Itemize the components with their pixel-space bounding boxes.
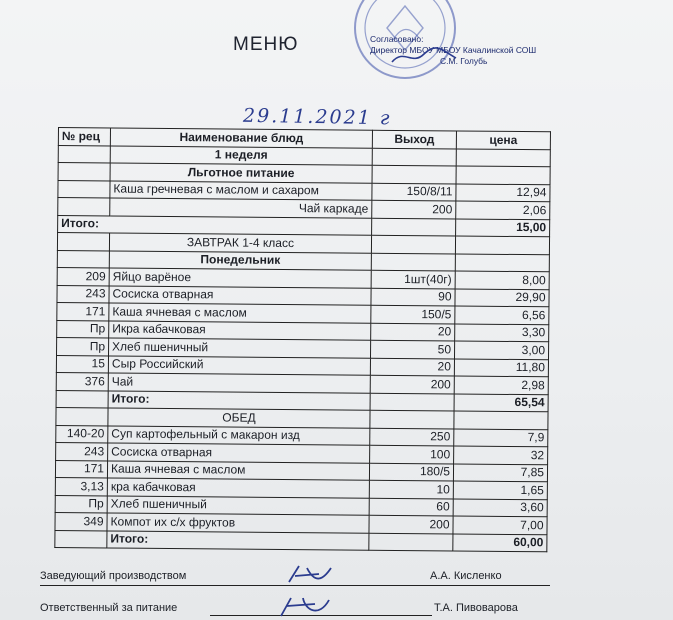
cell-rec <box>58 198 110 216</box>
cell-price: 3,60 <box>453 498 547 516</box>
cell-name: 1 неделя <box>110 145 372 165</box>
cell-rec: 171 <box>57 302 109 320</box>
cell-name: кра кабачковая <box>107 478 369 498</box>
cell-rec: 3,13 <box>55 477 107 495</box>
director-signature <box>390 44 460 68</box>
cell-name: Понедельник <box>109 250 371 270</box>
cell-empty <box>455 253 549 271</box>
cell-name: Сыр Российский <box>108 355 370 375</box>
cell-name: Хлеб пшеничный <box>109 338 371 358</box>
cell-price: 7,85 <box>453 463 547 481</box>
cell-price: 8,00 <box>455 271 549 289</box>
cell-rec: 243 <box>57 285 109 303</box>
cell-rec: 140-20 <box>56 425 108 443</box>
cell-rec: 243 <box>56 442 108 460</box>
cell-name: Итого: <box>108 390 370 410</box>
cell-rec <box>58 180 110 198</box>
cell-price: 7,9 <box>454 428 548 446</box>
menu-table <box>54 127 551 552</box>
cell-out: 1шт(40г) <box>371 270 455 288</box>
cell-price: 29,90 <box>455 288 549 306</box>
cell-empty <box>372 165 456 183</box>
cell-price: 60,00 <box>453 533 547 551</box>
cell-rec: 171 <box>55 460 107 478</box>
cell-name: Каша гречневая с маслом и сахаром <box>110 180 372 200</box>
cell-name: Каша ячневая с маслом <box>107 460 369 480</box>
cell-empty <box>55 530 107 548</box>
cell-rec: 376 <box>56 372 108 390</box>
cell-out: 200 <box>370 375 454 393</box>
cell-rec: Итого: <box>58 215 372 235</box>
cell-empty <box>455 236 549 254</box>
cell-name: ОБЕД <box>108 408 370 428</box>
cell-price: 65,54 <box>454 393 548 411</box>
cell-empty <box>370 410 454 428</box>
responsible-label: Ответственный за питание <box>40 602 178 614</box>
cell-price: 6,56 <box>455 306 549 324</box>
cell-price: 3,00 <box>454 341 548 359</box>
cell-empty <box>372 148 456 166</box>
cell-out: 200 <box>372 200 456 218</box>
cell-price: 2,98 <box>454 376 548 394</box>
cell-name: Итого: <box>107 530 369 550</box>
cell-out: 150/8/11 <box>372 183 456 201</box>
cell-price: 1,65 <box>453 481 547 499</box>
cell-rec: 349 <box>55 512 107 530</box>
manager-label: Заведующий производством <box>40 570 187 582</box>
cell-name: ЗАВТРАК 1-4 класс <box>109 233 371 253</box>
cell-name: Каша ячневая с маслом <box>109 303 371 323</box>
responsible-signature <box>275 594 335 620</box>
cell-name: Сосиска отварная <box>109 285 371 305</box>
column-header: Выход <box>372 130 456 148</box>
cell-price: 7,00 <box>453 516 547 534</box>
cell-out: 200 <box>369 515 453 533</box>
cell-rec: 209 <box>57 267 109 285</box>
handwritten-date: 29.11.2021 г <box>242 104 392 130</box>
cell-out: 20 <box>371 323 455 341</box>
cell-price: 2,06 <box>456 201 550 219</box>
approval-line: Директор МБОУ МБОУ Качалинской СОШ <box>370 45 537 55</box>
cell-out: 100 <box>370 445 454 463</box>
cell-empty <box>57 250 109 268</box>
cell-price: 15,00 <box>456 218 550 236</box>
cell-name: Суп картофельный с макарон изд <box>108 425 370 445</box>
cell-name: Чай <box>108 373 370 393</box>
approval-line: Согласовано: <box>370 34 424 44</box>
cell-empty <box>456 148 550 166</box>
cell-price: 32 <box>454 446 548 464</box>
cell-out: 50 <box>370 340 454 358</box>
cell-empty <box>371 235 455 253</box>
manager-signature <box>285 560 335 588</box>
cell-name: Компот их с/х фруктов <box>107 513 369 533</box>
column-header: цена <box>456 131 550 149</box>
cell-rec: Пр <box>57 320 109 338</box>
page-title: МЕНЮ <box>233 34 299 55</box>
cell-name: Льготное питание <box>110 163 372 183</box>
cell-empty <box>58 163 110 181</box>
cell-name: Чай каркаде <box>110 198 372 218</box>
cell-out: 150/5 <box>371 305 455 323</box>
cell-empty <box>371 253 455 271</box>
approval-line: С.М. Голубь <box>440 56 488 66</box>
column-header: № рец <box>58 128 110 146</box>
cell-out: 10 <box>369 480 453 498</box>
cell-empty <box>56 390 108 408</box>
cell-empty <box>370 393 454 411</box>
cell-empty <box>454 411 548 429</box>
cell-name: Яйцо варёное <box>109 268 371 288</box>
cell-empty <box>369 533 453 551</box>
cell-out: 20 <box>370 358 454 376</box>
cell-rec: 15 <box>56 355 108 373</box>
responsible-name: Т.А. Пивоварова <box>434 602 518 614</box>
column-header: Наименование блюд <box>110 128 372 148</box>
table-row <box>55 530 547 552</box>
cell-empty <box>58 145 110 163</box>
cell-price: 3,30 <box>455 323 549 341</box>
cell-rec: Пр <box>55 495 107 513</box>
cell-price: 11,80 <box>454 358 548 376</box>
cell-out: 250 <box>370 428 454 446</box>
cell-empty <box>57 233 109 251</box>
cell-empty <box>372 218 456 236</box>
cell-name: Икра кабачковая <box>109 320 371 340</box>
manager-name: А.А. Кисленко <box>430 570 502 582</box>
cell-out: 180/5 <box>369 463 453 481</box>
cell-out: 60 <box>369 498 453 516</box>
cell-empty <box>456 166 550 184</box>
cell-out: 90 <box>371 288 455 306</box>
cell-name: Сосиска отварная <box>108 443 370 463</box>
cell-empty <box>56 407 108 425</box>
cell-name: Хлеб пшеничный <box>107 495 369 515</box>
cell-price: 12,94 <box>456 183 550 201</box>
cell-rec: Пр <box>57 337 109 355</box>
